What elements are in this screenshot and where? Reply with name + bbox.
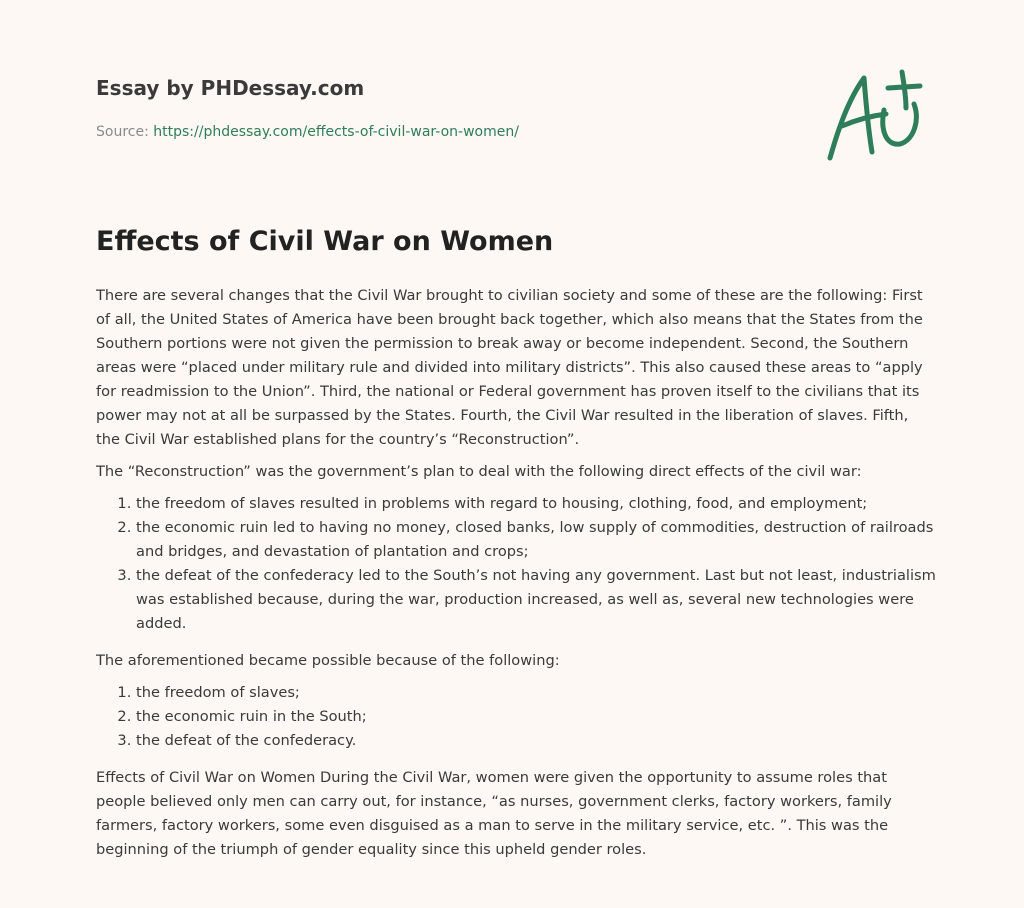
list-item: 1. the freedom of slaves resulted in problems with regard to housing, clothing, food, and employment; (136, 492, 936, 516)
causes-list (96, 681, 936, 753)
paragraph: There are several changes that the Civil War brought to civilian society and some of these are the following: First of all, the United States of America have been brought back together, which also means that the States from the Southern portions were not given the permission to break away or become independent. Second, the Southern areas were “placed under military rule and divided into military districts”. This also caused these areas to “apply for readmission to the Union”. Third, the national or Federal government has proven itself to the civilians that its power may not at all be surpassed by the States. Fourth, the Civil War resulted in the liberation of slaves. Fifth, the Civil War established plans for the country’s “Reconstruction”. (96, 287, 923, 448)
a-plus-grade-icon (822, 66, 926, 166)
source-line (96, 124, 519, 140)
list-item: 2. the economic ruin in the South; (136, 705, 936, 729)
paragraph: Effects of Civil War on Women During the Civil War, women were given the opportunity to assume roles that people believed only men can carry out, for instance, “as nurses, government clerks, factory workers, family farmers, factory workers, some even disguised as a man to serve in the military service, etc. ”. This was the beginning of the triumph of gender equality since this upheld gender roles. (96, 769, 892, 858)
list-item: 3. the defeat of the confederacy led to the South’s not having any government. Last but not least, industrialism was established because, during the war, production increased, as well as, several new technologies were added. (136, 564, 936, 636)
effects-list (96, 492, 936, 636)
essay-title: Effects of Civil War on Women (96, 226, 554, 257)
site-brand: Essay by PHDessay.com (96, 76, 365, 100)
source-label: Source: (96, 124, 149, 140)
paragraph: The aforementioned became possible because of the following: (96, 652, 560, 669)
list-item: 3. the defeat of the confederacy. (136, 729, 936, 753)
paragraph: The “Reconstruction” was the government’s plan to deal with the following direct effects of the civil war: (96, 463, 862, 480)
essay-body (96, 284, 936, 870)
list-item: 2. the economic ruin led to having no money, closed banks, low supply of commodities, destruction of railroads and bridges, and devastation of plantation and crops; (136, 516, 936, 564)
list-item: 1. the freedom of slaves; (136, 681, 936, 705)
source-link[interactable]: https://phdessay.com/effects-of-civil-war-on-women/ (153, 124, 519, 140)
